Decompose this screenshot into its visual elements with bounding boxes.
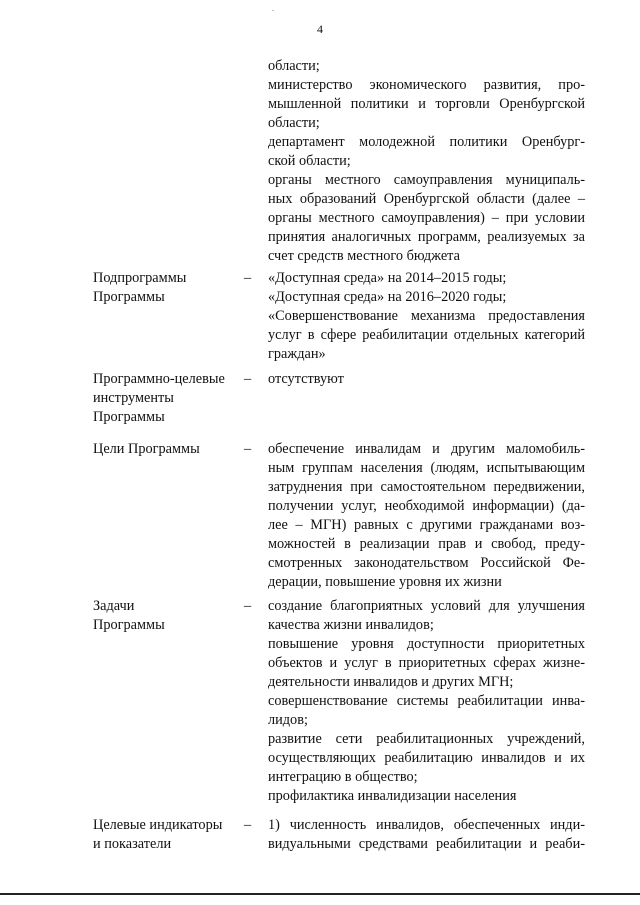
row-label: и показатели [93,836,172,852]
row-label: Программы [93,289,165,305]
row-dash: – [244,598,252,614]
intro-line: департамент молодежной политики Оренбург- [268,134,585,150]
row-text-line: «Доступная среда» на 2016–2020 годы; [268,289,507,305]
intro-line: принятия аналогичных программ, реализуемых за [268,229,585,245]
intro-line: мышленной политики и торговли Оренбургской [268,96,585,112]
row-text-line: затруднения при самостоятельном передвижении, [268,479,585,495]
row-text-line: ным группам населения (людям, испытывающим [268,460,585,476]
intro-line: ской области; [268,153,351,169]
intro-line: области; [268,58,320,74]
row-text-line: повышение уровня доступности приоритетных [268,636,585,652]
intro-line: области; [268,115,320,131]
row-text-line: профилактика инвалидизации населения [268,788,517,804]
row-text-line: развитие сети реабилитационных учреждений, [268,731,585,747]
row-label: Программно-целевые [93,371,225,387]
row-text-line: совершенствование системы реабилитации инва- [268,693,585,709]
row-text-line: качества жизни инвалидов; [268,617,434,633]
row-text-line: лидов; [268,712,308,728]
row-text-line: получении услуг, необходимой информации) (да- [268,498,585,514]
row-text-line: «Доступная среда» на 2014–2015 годы; [268,270,507,286]
row-text-line: осуществляющих реабилитацию инвалидов и их [268,750,585,766]
row-dash: – [244,817,252,833]
row-label: инструменты [93,390,174,406]
row-text-line: 1) численность инвалидов, обеспеченных инди- [268,817,585,833]
row-text-line: граждан» [268,346,326,362]
row-dash: – [244,441,252,457]
intro-line: органы местного самоуправления муниципаль- [268,172,585,188]
row-text-line: обеспечение инвалидам и другим маломобиль- [268,441,585,457]
row-label: Подпрограммы [93,270,187,286]
row-text-line: смотренных законодательством Российской Фе- [268,555,585,571]
page-number: 4 [317,22,323,36]
row-label: Цели Программы [93,441,200,457]
row-text-line: видуальными средствами реабилитации и реаби- [268,836,585,852]
row-text-line: деятельности инвалидов и других МГН; [268,674,514,690]
row-label: Программы [93,409,165,425]
row-text-line: лее – МГН) равных с другими гражданами воз- [268,517,585,533]
row-text-line: услуг в сфере реабилитации отдельных категорий [268,327,585,343]
intro-line: счет средств местного бюджета [268,248,460,264]
row-label: Целевые индикаторы [93,817,223,833]
row-text-line: дерации, повышение уровня их жизни [268,574,502,590]
row-text-line: объектов и услуг в приоритетных сферах жизне- [268,655,585,671]
intro-line: органы местного самоуправления) – при условии [268,210,585,226]
row-text-line: отсутствуют [268,371,344,387]
row-dash: – [244,270,252,286]
row-dash: – [244,371,252,387]
intro-line: министерство экономического развития, про- [268,77,585,93]
row-text-line: «Совершенствование механизма предоставления [268,308,585,324]
row-text-line: можностей в реализации прав и свобод, преду- [268,536,585,552]
top-mark: . [272,4,274,13]
intro-line: ных образований Оренбургской области (далее – [268,191,585,207]
row-label: Программы [93,617,165,633]
row-text-line: создание благоприятных условий для улучшения [268,598,585,614]
row-label: Задачи [93,598,135,614]
page-bottom-edge [0,893,640,895]
row-text-line: интеграцию в общество; [268,769,418,785]
